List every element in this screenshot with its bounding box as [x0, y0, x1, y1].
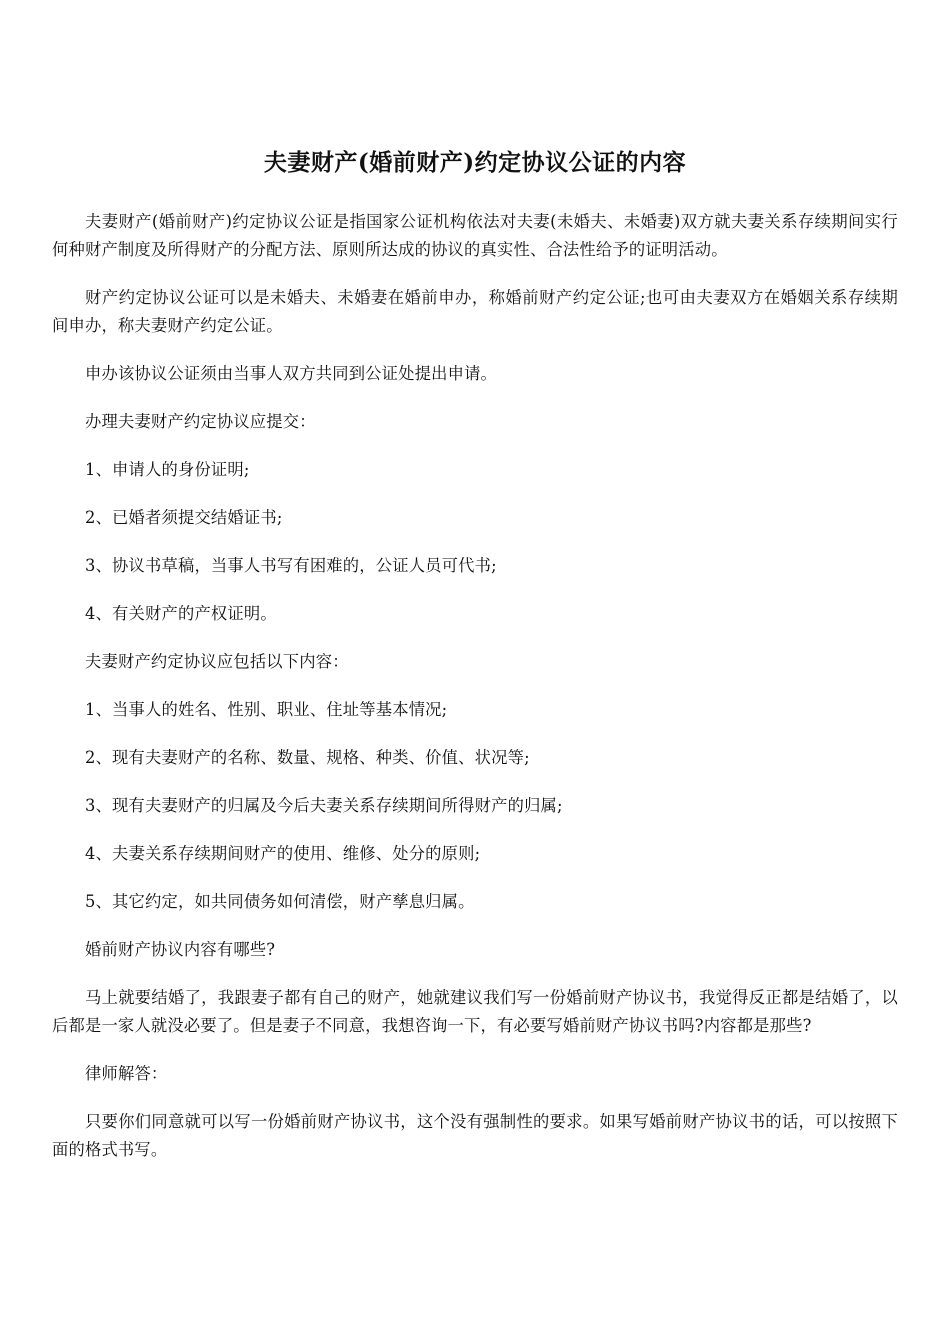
paragraph-question-heading: 婚前财产协议内容有哪些? [85, 940, 276, 959]
document-title: 夫妻财产(婚前财产)约定协议公证的内容 [263, 149, 687, 176]
paragraph-lawyer-answer: 只要你们同意就可以写一份婚前财产协议书，这个没有强制性的要求。如果写婚前财产协议书的话，可以按照下面的格式书写。 [52, 1112, 898, 1159]
paragraph-application: 申办该协议公证须由当事人双方共同到公证处提出申请。 [85, 364, 498, 383]
document-body [52, 208, 898, 1184]
list-item-doc-2: 2、已婚者须提交结婚证书; [85, 508, 283, 527]
list-item-content-1: 1、当事人的姓名、性别、职业、住址等基本情况; [85, 700, 448, 719]
list-item-content-4: 4、夫妻关系存续期间财产的使用、维修、处分的原则; [85, 844, 481, 863]
paragraph-question: 马上就要结婚了，我跟妻子都有自己的财产，她就建议我们写一份婚前财产协议书，我觉得反正都是结婚了，以后都是一家人就没必要了。但是妻子不同意，我想咨询一下，有必要写婚前财产协议书吗?内容都是那些? [52, 988, 898, 1035]
list-item-doc-1: 1、申请人的身份证明; [85, 460, 250, 479]
list-item-content-2: 2、现有夫妻财产的名称、数量、规格、种类、价值、状况等; [85, 748, 530, 767]
list-item-content-3: 3、现有夫妻财产的归属及今后夫妻关系存续期间所得财产的归属; [85, 796, 563, 815]
paragraph-contents-heading: 夫妻财产约定协议应包括以下内容： [85, 652, 349, 671]
paragraph-lawyer-heading: 律师解答： [85, 1064, 168, 1083]
list-item-doc-3: 3、协议书草稿，当事人书写有困难的，公证人员可代书; [85, 556, 497, 575]
paragraph-required-docs-heading: 办理夫妻财产约定协议应提交： [85, 412, 316, 431]
paragraph-applicants: 财产约定协议公证可以是未婚夫、未婚妻在婚前申办，称婚前财产约定公证;也可由夫妻双方在婚姻关系存续期间申办，称夫妻财产约定公证。 [52, 288, 898, 335]
paragraph-definition: 夫妻财产(婚前财产)约定协议公证是指国家公证机构依法对夫妻(未婚夫、未婚妻)双方就夫妻关系存续期间实行何种财产制度及所得财产的分配方法、原则所达成的协议的真实性、合法性给予的证明活动。 [52, 212, 898, 259]
list-item-content-5: 5、其它约定，如共同债务如何清偿，财产孳息归属。 [85, 892, 475, 911]
list-item-doc-4: 4、有关财产的产权证明。 [85, 604, 277, 623]
